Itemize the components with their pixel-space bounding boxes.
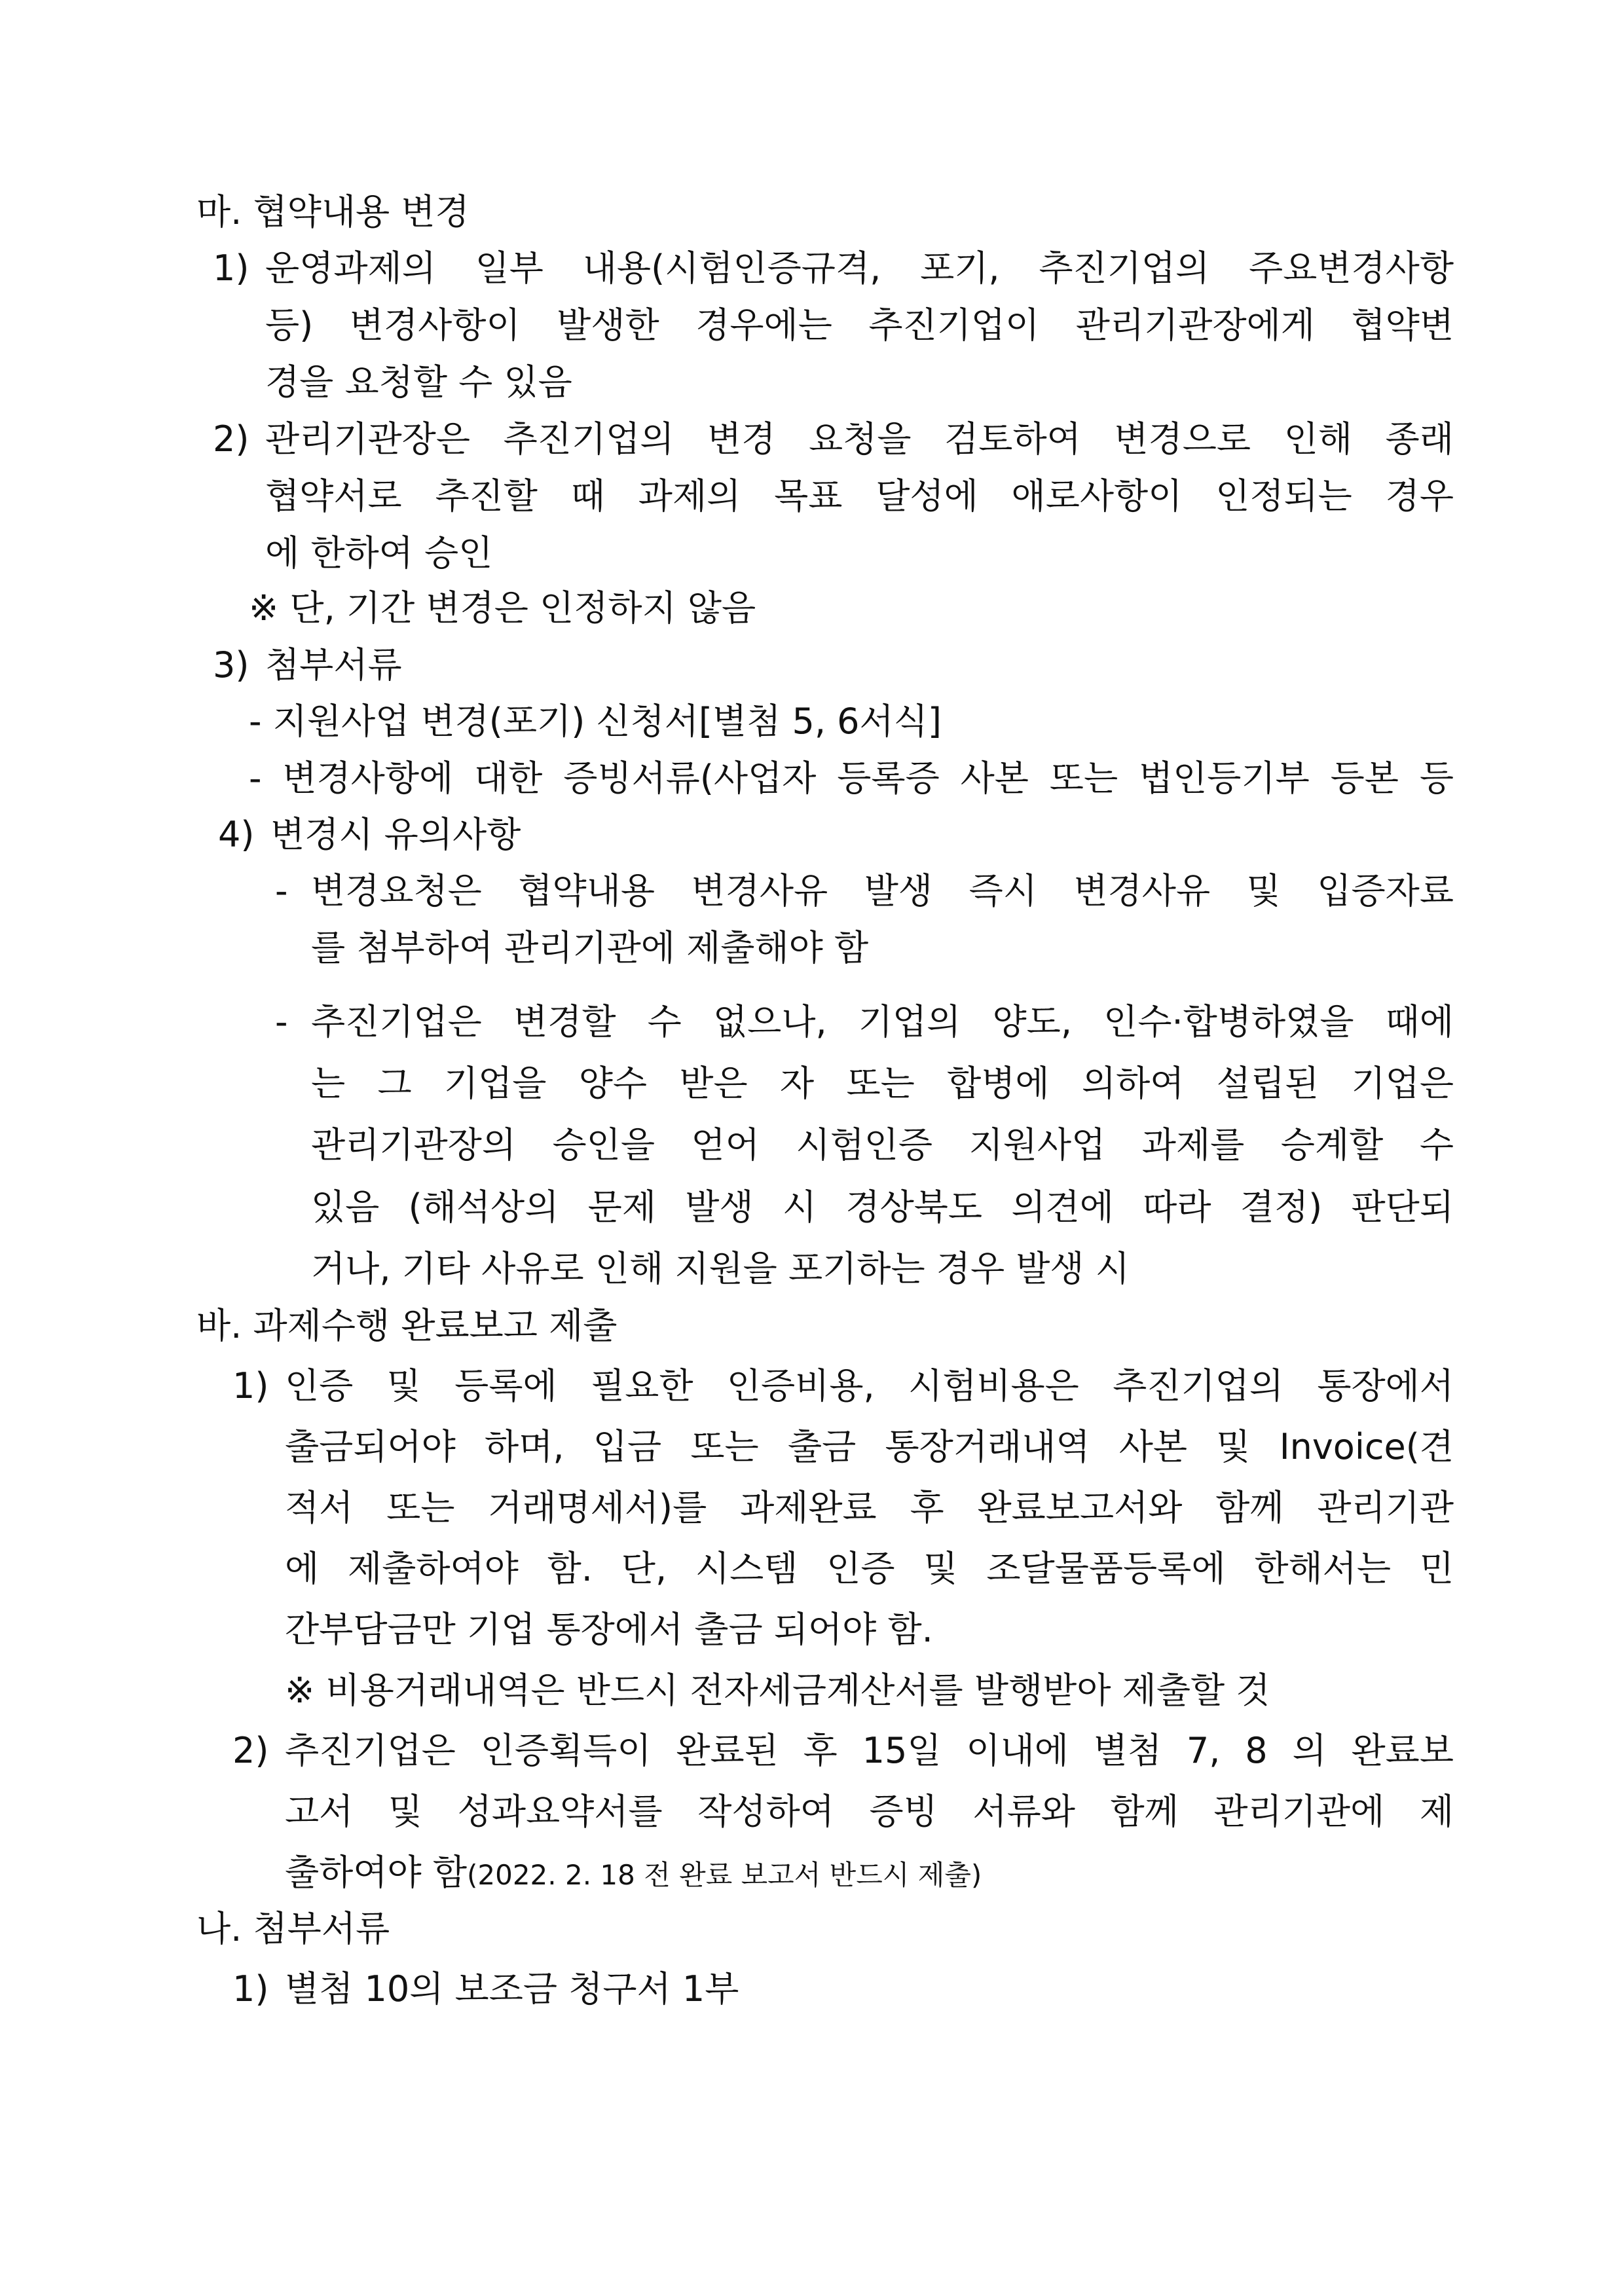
paragraph-line: 별첨 10의 보조금 청구서 1부 xyxy=(285,1968,739,2010)
bullet-dash: - xyxy=(275,870,288,911)
deadline-note: (2022. 2. 18 전 완료 보고서 반드시 제출) xyxy=(467,1859,982,1891)
bullet-line: 추진기업은 변경할 수 없으나, 기업의 양도, 인수·합병하였을 때에 xyxy=(311,1001,1454,1042)
paragraph-line: 협약서로 추진할 때 과제의 목표 달성에 애로사항이 인정되는 경우 xyxy=(265,475,1454,517)
paragraph-line: 에 한하여 승인 xyxy=(265,532,493,574)
item-number: 3) xyxy=(213,644,249,686)
item-number: 1) xyxy=(232,1365,269,1406)
item-title: 변경시 유의사항 xyxy=(270,814,521,855)
paragraph-text: 출하여야 함 xyxy=(285,1852,467,1893)
paragraph-line: 추진기업은 인증획득이 완료된 후 15일 이내에 별첨 7, 8 의 완료보 xyxy=(285,1730,1454,1771)
item-number: 2) xyxy=(232,1730,269,1771)
bullet-line: 변경요청은 협약내용 변경사유 발생 즉시 변경사유 및 입증자료 xyxy=(311,870,1454,911)
note-line: ※ 비용거래내역은 반드시 전자세금계산서를 발행받아 제출할 것 xyxy=(285,1670,1270,1711)
note-line: ※ 단, 기간 변경은 인정하지 않음 xyxy=(249,587,756,629)
bullet-line: 를 첨부하여 관리기관에 제출해야 함 xyxy=(311,927,869,968)
item-number: 1) xyxy=(232,1968,269,2010)
paragraph-line: 인증 및 등록에 필요한 인증비용, 시험비용은 추진기업의 통장에서 xyxy=(285,1365,1454,1406)
paragraph-line: 간부담금만 기업 통장에서 출금 되어야 함. xyxy=(285,1609,933,1650)
bullet-line: 거나, 기타 사유로 인해 지원을 포기하는 경우 발생 시 xyxy=(311,1248,1130,1289)
paragraph-line: 적서 또는 거래명세서)를 과제완료 후 완료보고서와 함께 관리기관 xyxy=(285,1487,1454,1528)
section-na-heading: 나. 첨부서류 xyxy=(196,1908,390,1949)
bullet-line: 관리기관장의 승인을 얻어 시험인증 지원사업 과제를 승계할 수 xyxy=(311,1124,1454,1166)
bullet-dash: - xyxy=(275,1001,288,1042)
paragraph-line: 경을 요청할 수 있음 xyxy=(265,361,572,403)
item-title: 첨부서류 xyxy=(265,644,402,686)
paragraph-line: 운영과제의 일부 내용(시험인증규격, 포기, 추진기업의 주요변경사항 xyxy=(265,248,1454,289)
section-ba-heading: 바. 과제수행 완료보고 제출 xyxy=(196,1305,618,1346)
bullet-line: - 변경사항에 대한 증빙서류(사업자 등록증 사본 또는 법인등기부 등본 등 xyxy=(249,758,1454,799)
section-ma-heading: 마. 협약내용 변경 xyxy=(196,191,470,232)
paragraph-line xyxy=(285,1852,982,1894)
item-number: 1) xyxy=(213,248,249,289)
paragraph-line: 등) 변경사항이 발생한 경우에는 추진기업이 관리기관장에게 협약변 xyxy=(265,304,1454,346)
bullet-line: - 지원사업 변경(포기) 신청서[별첨 5, 6서식] xyxy=(249,701,942,742)
item-number: 4) xyxy=(218,814,255,855)
paragraph-line: 출금되어야 하며, 입금 또는 출금 통장거래내역 사본 및 Invoice(견 xyxy=(285,1426,1454,1467)
paragraph-line: 에 제출하여야 함. 단, 시스템 인증 및 조달물품등록에 한해서는 민 xyxy=(285,1548,1454,1589)
paragraph-line: 관리기관장은 추진기업의 변경 요청을 검토하여 변경으로 인해 종래 xyxy=(265,418,1454,460)
bullet-line: 는 그 기업을 양수 받은 자 또는 합병에 의하여 설립된 기업은 xyxy=(311,1063,1454,1104)
paragraph-line: 고서 및 성과요약서를 작성하여 증빙 서류와 함께 관리기관에 제 xyxy=(285,1791,1454,1832)
item-number: 2) xyxy=(213,418,249,460)
bullet-line: 있음 (해석상의 문제 발생 시 경상북도 의견에 따라 결정) 판단되 xyxy=(311,1186,1454,1228)
